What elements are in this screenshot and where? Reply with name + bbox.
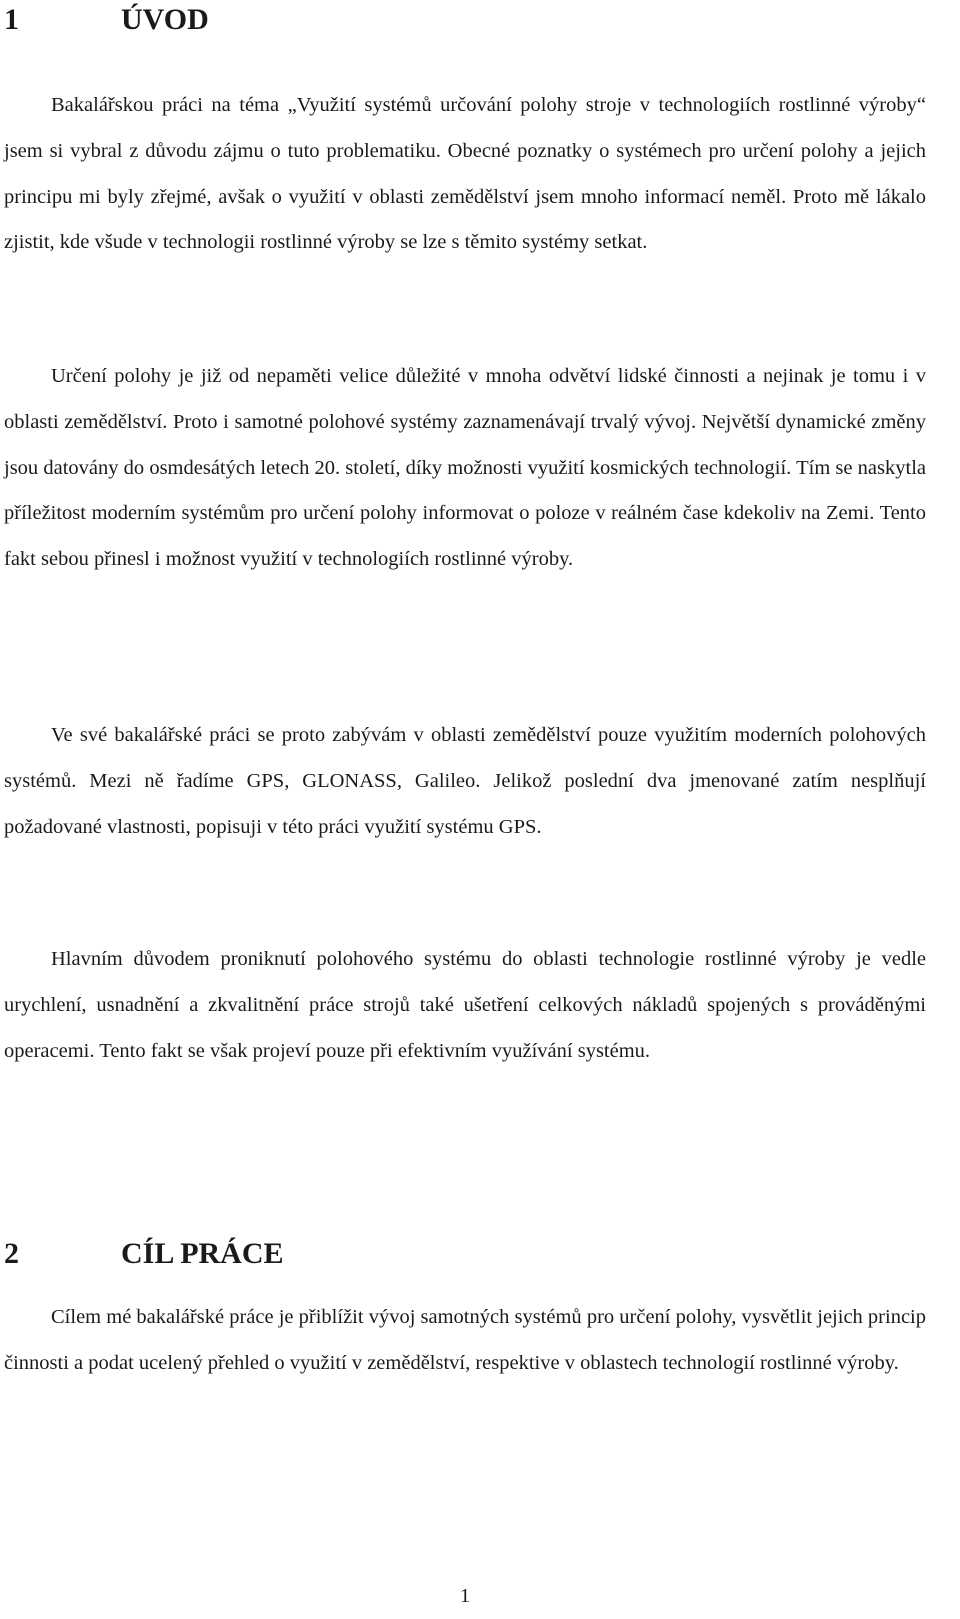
paragraph [4, 1295, 926, 1387]
paragraph [4, 937, 926, 1074]
section-title: ÚVOD [121, 3, 209, 36]
section-heading-cil-prace [4, 1236, 284, 1272]
paragraph [4, 83, 926, 266]
section-heading-uvod [4, 2, 209, 38]
paragraph-text: Hlavním důvodem proniknutí polohového systému do oblasti technologie rostlinné výroby je vedle urychlení, usnadnění a zkvalitnění práce strojů také ušetření celkových nákladů spojených s prováděnými operacemi. Tento fakt se však projeví pouze při efektivním využívání systému. [4, 948, 926, 1062]
paragraph [4, 713, 926, 850]
paragraph-text: Cílem mé bakalářské práce je přiblížit vývoj samotných systémů pro určení polohy, vysvětlit jejich princip činnosti a podat ucelený přehled o využití v zemědělství, respektive v oblastech technologií rostlinné výroby. [4, 1306, 926, 1374]
page-number: 1 [459, 1585, 471, 1607]
section-title: CÍL PRÁCE [121, 1237, 284, 1270]
section-number: 2 [4, 1237, 19, 1270]
paragraph [4, 354, 926, 583]
section-number: 1 [4, 3, 19, 36]
paragraph-text: Určení polohy je již od nepaměti velice důležité v mnoha odvětví lidské činnosti a nejinak je tomu i v oblasti zemědělství. Proto i samotné polohové systémy zaznamenávají trvalý vývoj. Největší dynamické změny jsou datovány do osmdesátých letech 20. století, díky možnosti využití kosmických technologií. Tím se naskytla příležitost moderním systémům pro určení polohy informovat o poloze v reálném čase kdekoliv na Zemi. Tento fakt sebou přinesl i možnost využití v technologiích rostlinné výroby. [4, 365, 926, 571]
paragraph-text: Ve své bakalářské práci se proto zabývám v oblasti zemědělství pouze využitím moderních polohových systémů. Mezi ně řadíme GPS, GLONASS, Galileo. Jelikož poslední dva jmenované zatím nesplňují požadované vlastnosti, popisuji v této práci využití systému GPS. [4, 724, 926, 838]
paragraph-text: Bakalářskou práci na téma „Využití systémů určování polohy stroje v technologiích rostlinné výroby“ jsem si vybral z důvodu zájmu o tuto problematiku. Obecné poznatky o systémech pro určení polohy a jejich principu mi byly zřejmé, avšak o využití v oblasti zemědělství jsem mnoho informací neměl. Proto mě lákalo zjistit, kde všude v technologii rostlinné výroby se lze s těmito systémy setkat. [4, 94, 926, 254]
